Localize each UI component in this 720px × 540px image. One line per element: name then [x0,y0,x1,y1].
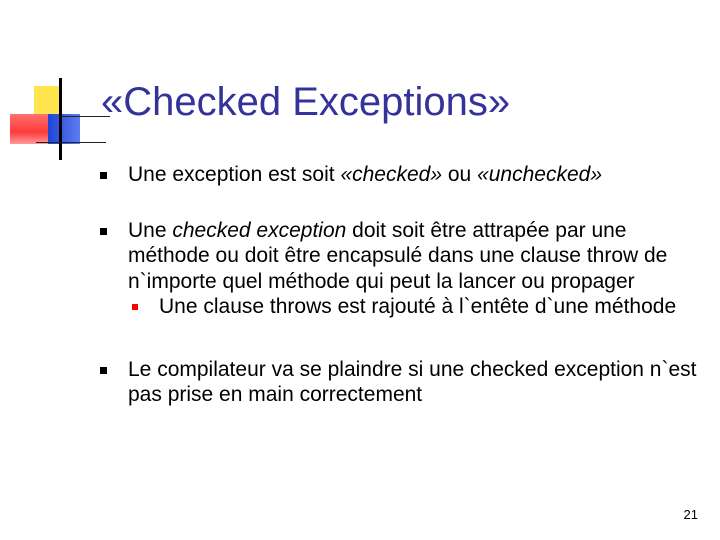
bullet-emphasis: «checked» [340,163,443,186]
sub-bullet-square-icon [132,304,138,310]
bullet-item [128,357,708,408]
bullet-square-icon [100,367,107,374]
logo-yellow-square [34,86,62,116]
logo-blue-square [48,114,80,144]
bullet-square-icon [100,172,107,179]
bullet-text: ou [442,163,478,186]
bullet-text: Le compilateur va se plaindre si une checked exception n`est pas prise en main correctement [128,357,697,406]
logo-red-square [10,114,50,144]
bullet-text: Une exception est soit [128,163,341,186]
bullet-emphasis: checked exception [172,218,347,242]
logo-vertical-line [59,78,62,160]
bullet-emphasis: «unchecked» [477,163,602,186]
bullet-text: Une [128,218,173,242]
slide-number: 21 [683,507,698,522]
bullet-list [128,162,708,408]
slide-title: «Checked Exceptions» [101,80,511,124]
bullet-text: doit soit être attrapée par une méthode ou doit être encapsulé dans une clause throw de n`importe quel méthode qui peut la lancer ou propager [128,218,668,293]
sub-bullet-item [128,294,708,320]
bullet-square-icon [100,228,107,235]
bullet-item [128,218,708,320]
sub-bullet-text: Une clause throws est rajouté à l`entête d`une méthode [159,295,677,318]
bullet-item [128,162,708,188]
logo-horizontal-line [36,142,106,143]
